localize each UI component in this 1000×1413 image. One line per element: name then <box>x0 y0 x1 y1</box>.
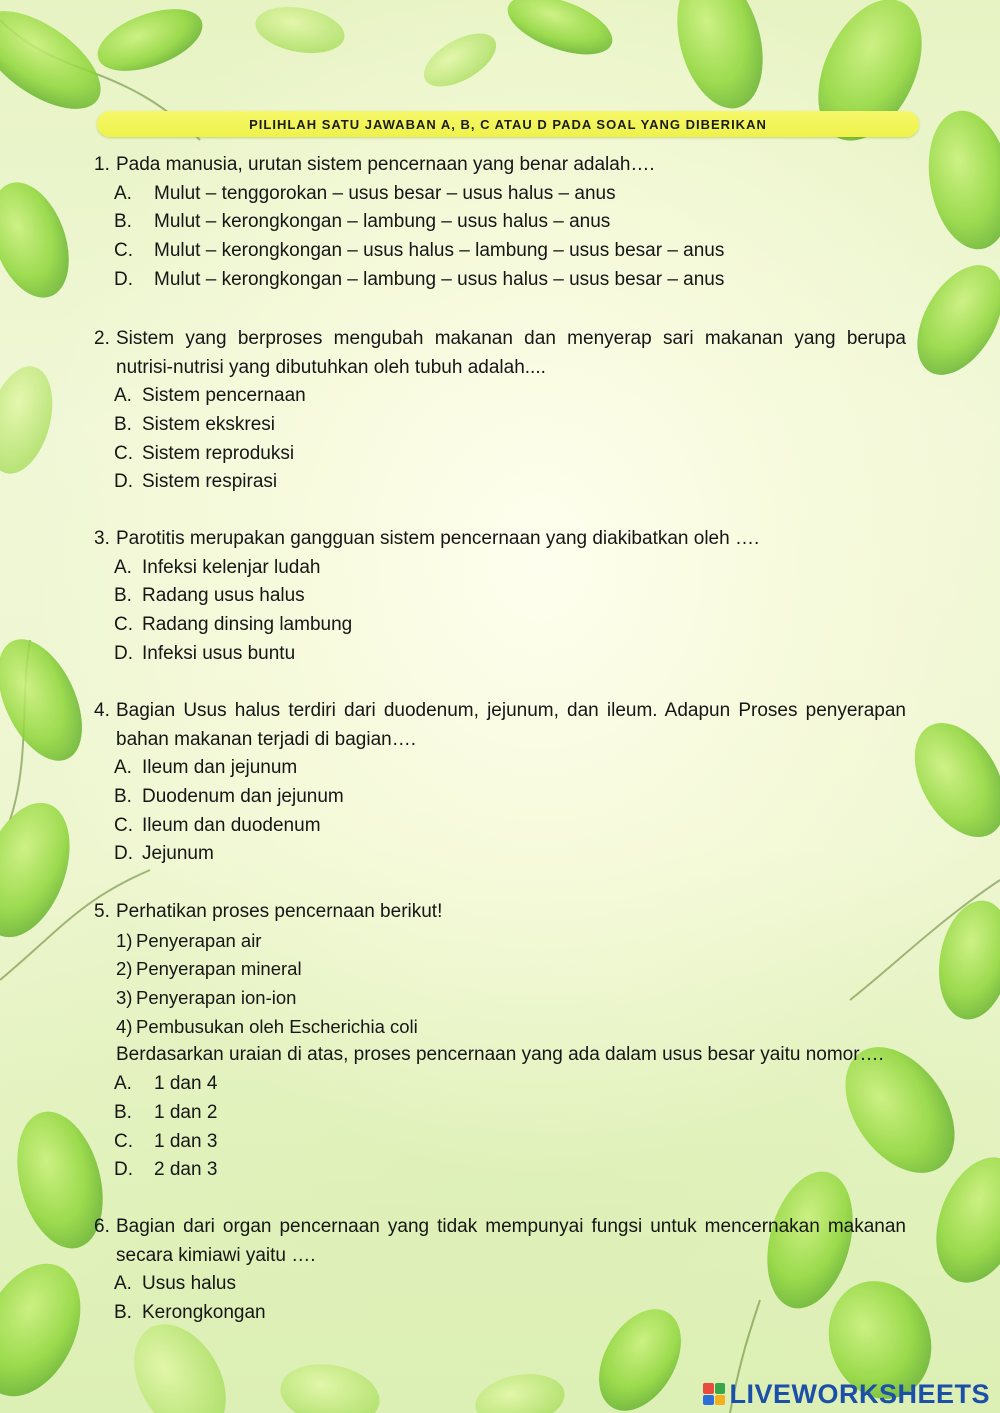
option-d[interactable] <box>114 468 906 497</box>
option-letter: D. <box>114 1159 133 1181</box>
option-letter: B. <box>114 1101 132 1123</box>
option-c[interactable] <box>114 440 906 469</box>
option-letter: A. <box>114 385 132 407</box>
instruction-text: PILIHLAH SATU JAWABAN A, B, C ATAU D PADA SOAL YANG DIBERIKAN <box>249 116 767 132</box>
option-b[interactable] <box>114 1099 906 1128</box>
option-text: 1 dan 2 <box>154 1101 218 1123</box>
question-number: 3. <box>94 528 110 549</box>
statement-item <box>94 984 906 1013</box>
option-text: 1 dan 4 <box>154 1073 218 1095</box>
option-letter: B. <box>114 786 132 808</box>
statement-number: 1) <box>116 929 133 951</box>
option-c[interactable] <box>114 812 906 841</box>
question-text: Bagian Usus halus terdiri dari duodenum, jejunum, dan ileum. Adapun Proses penyerapan bahan makanan terjadi di bagian…. <box>116 700 906 750</box>
option-letter: B. <box>114 585 132 607</box>
option-a[interactable] <box>114 1070 906 1099</box>
instruction-banner <box>97 111 919 137</box>
option-text: Kerongkongan <box>142 1302 266 1324</box>
option-letter: A. <box>114 1273 132 1295</box>
option-text: Infeksi kelenjar ludah <box>142 556 321 578</box>
option-text: Mulut – kerongkongan – lambung – usus halus – anus <box>154 211 611 233</box>
option-b[interactable] <box>114 208 906 237</box>
option-letter: C. <box>114 614 133 636</box>
option-letter: D. <box>114 642 133 664</box>
option-text: Sistem pencernaan <box>142 385 306 407</box>
question-4 <box>94 697 906 869</box>
question-number: 1. <box>94 154 110 175</box>
option-text: Radang dinsing lambung <box>142 614 353 636</box>
option-letter: A. <box>114 1073 132 1095</box>
option-b[interactable] <box>114 582 906 611</box>
option-letter: D. <box>114 268 133 290</box>
option-text: Jejunum <box>142 843 214 865</box>
statement-text: Penyerapan mineral <box>136 958 302 980</box>
option-letter: D. <box>114 471 133 493</box>
option-c[interactable] <box>114 1128 906 1157</box>
option-a[interactable] <box>114 1270 906 1299</box>
question-number: 5. <box>94 901 110 922</box>
option-text: Radang usus halus <box>142 585 305 607</box>
question-number: 2. <box>94 328 110 349</box>
statement-text: Penyerapan ion-ion <box>136 987 297 1009</box>
question-text: Bagian dari organ pencernaan yang tidak mempunyai fungsi untuk mencernakan makanan secara kimiawi yaitu …. <box>116 1216 906 1266</box>
statement-number: 2) <box>116 958 133 980</box>
question-1 <box>94 151 906 294</box>
question-5 <box>94 898 906 1185</box>
option-d[interactable] <box>114 640 906 669</box>
statement-number: 3) <box>116 987 133 1009</box>
brand-text: LIVEWORKSHEETS <box>729 1378 990 1409</box>
option-text: Usus halus <box>142 1273 236 1295</box>
option-b[interactable] <box>114 783 906 812</box>
option-text: Duodenum dan jejunum <box>142 786 344 808</box>
option-letter: A. <box>114 556 132 578</box>
question-6 <box>94 1213 906 1328</box>
question-number: 6. <box>94 1216 110 1237</box>
option-text: Sistem respirasi <box>142 471 278 493</box>
option-b[interactable] <box>114 1299 906 1328</box>
option-letter: B. <box>114 414 132 436</box>
option-text: Ileum dan jejunum <box>142 757 298 779</box>
option-text: 2 dan 3 <box>154 1159 218 1181</box>
option-text: Sistem reproduksi <box>142 442 295 464</box>
option-d[interactable] <box>114 1156 906 1185</box>
question-number: 4. <box>94 700 110 721</box>
question-text: Parotitis merupakan gangguan sistem pencernaan yang diakibatkan oleh …. <box>116 528 760 549</box>
liveworksheets-logo[interactable] <box>703 1379 990 1409</box>
question-text: Pada manusia, urutan sistem pencernaan yang benar adalah…. <box>116 154 655 175</box>
option-letter: B. <box>114 211 132 233</box>
logo-grid-icon <box>703 1383 725 1405</box>
option-letter: A. <box>114 757 132 779</box>
option-text: Ileum dan duodenum <box>142 814 321 836</box>
option-letter: B. <box>114 1302 132 1324</box>
question-text: Perhatikan proses pencernaan berikut! <box>116 901 443 922</box>
option-letter: C. <box>114 240 133 262</box>
option-a[interactable] <box>114 382 906 411</box>
option-text: Mulut – kerongkongan – lambung – usus halus – usus besar – anus <box>154 268 725 290</box>
option-a[interactable] <box>114 754 906 783</box>
option-text: Mulut – kerongkongan – usus halus – lambung – usus besar – anus <box>154 240 725 262</box>
statement-number: 4) <box>116 1015 133 1037</box>
statement-item <box>94 927 906 956</box>
option-letter: C. <box>114 814 133 836</box>
option-letter: A. <box>114 182 132 204</box>
question-2 <box>94 325 906 497</box>
option-a[interactable] <box>114 554 906 583</box>
option-b[interactable] <box>114 411 906 440</box>
option-letter: C. <box>114 442 133 464</box>
statement-item <box>94 955 906 984</box>
option-c[interactable] <box>114 237 906 266</box>
option-letter: C. <box>114 1130 133 1152</box>
question-text: Sistem yang berproses mengubah makanan dan menyerap sari makanan yang berupa nutrisi-nutrisi yang dibutuhkan oleh tubuh adalah.... <box>116 328 906 378</box>
option-a[interactable] <box>114 180 906 209</box>
statement-text: Pembusukan oleh Escherichia coli <box>136 1015 418 1037</box>
statement-text: Penyerapan air <box>136 929 262 951</box>
option-text: 1 dan 3 <box>154 1130 218 1152</box>
option-d[interactable] <box>114 266 906 295</box>
option-text: Mulut – tenggorokan – usus besar – usus halus – anus <box>154 182 616 204</box>
option-text: Sistem ekskresi <box>142 414 276 436</box>
question-continuation: Berdasarkan uraian di atas, proses pencernaan yang ada dalam usus besar yaitu nomor…. <box>116 1044 884 1066</box>
option-d[interactable] <box>114 840 906 869</box>
option-text: Infeksi usus buntu <box>142 642 296 664</box>
statement-item <box>94 1013 906 1042</box>
question-3 <box>94 525 906 668</box>
option-letter: D. <box>114 843 133 865</box>
option-c[interactable] <box>114 611 906 640</box>
